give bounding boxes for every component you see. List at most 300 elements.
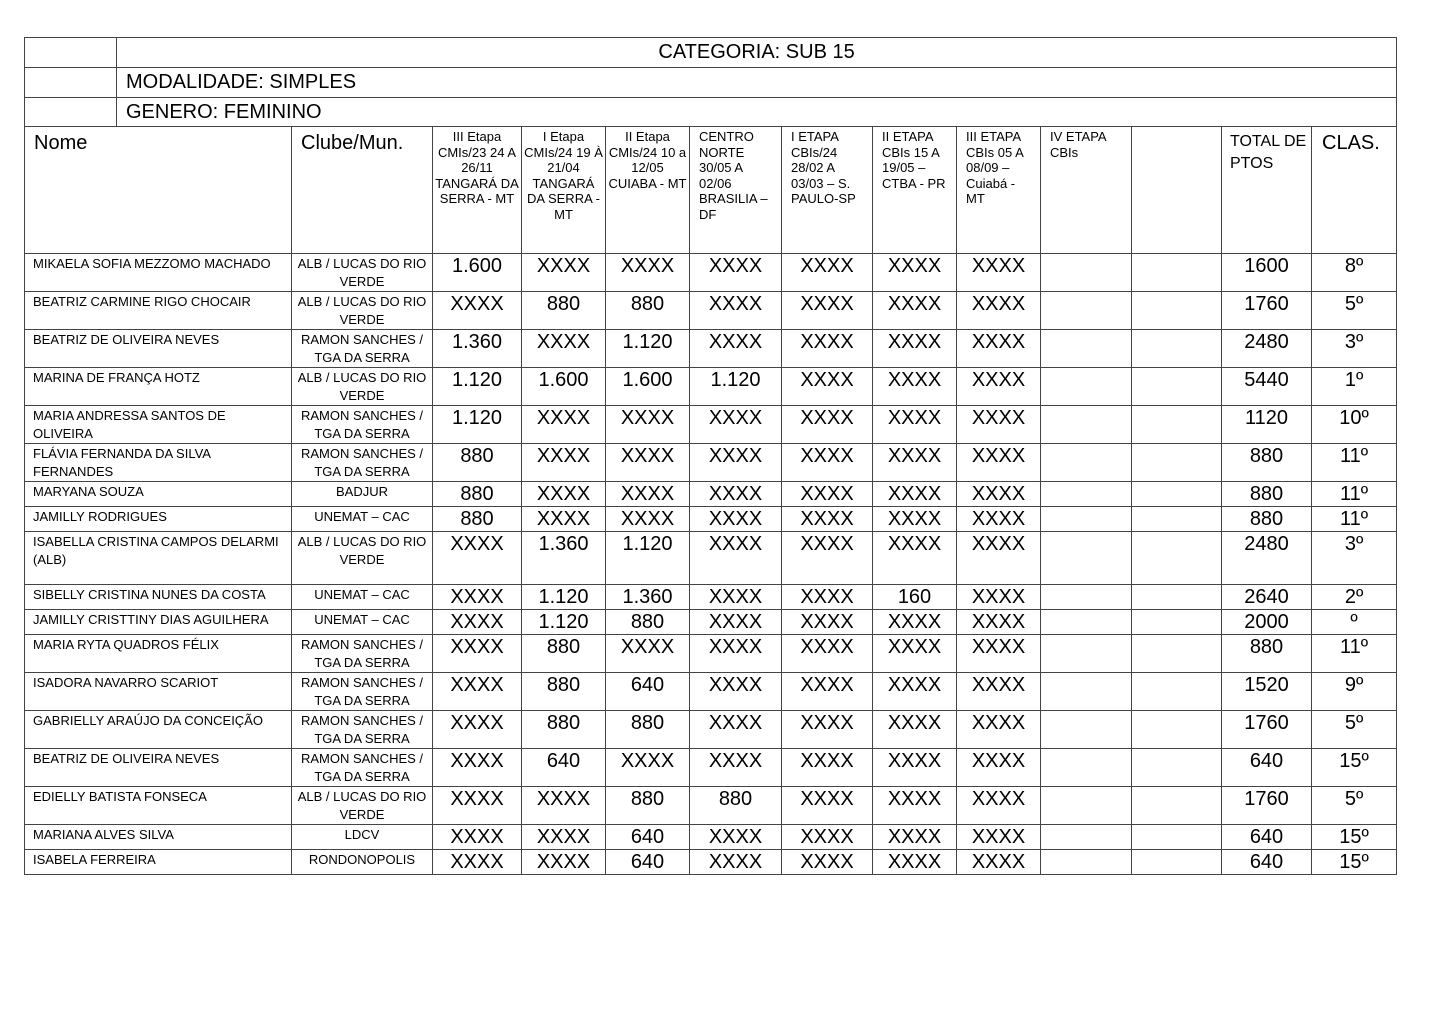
club-cell — [292, 585, 433, 610]
athlete-name: FLÁVIA FERNANDA DA SILVA FERNANDES — [33, 446, 211, 479]
classification-cell — [1312, 507, 1397, 532]
etapa-points-cell — [957, 406, 1041, 444]
etapa-points-cell — [690, 482, 782, 507]
etapa-points-cell — [957, 673, 1041, 711]
etapa-points: XXXX — [800, 851, 854, 873]
etapa-points-cell — [1132, 787, 1222, 825]
etapa-points-cell — [957, 585, 1041, 610]
etapa-points: XXXX — [800, 611, 854, 633]
clube-header-label: Clube/Mun. — [301, 132, 404, 154]
total-points: 2000 — [1244, 611, 1289, 633]
total-points-cell — [1222, 635, 1312, 673]
classification: 15º — [1339, 750, 1369, 772]
etapa-points: XXXX — [971, 674, 1026, 696]
etapa-points-cell — [690, 444, 782, 482]
etapa-points: 640 — [630, 674, 665, 696]
etapa-points: XXXX — [800, 826, 854, 848]
etapa-points-cell — [522, 825, 606, 850]
total-points-cell — [1222, 711, 1312, 749]
etapa-points-cell — [606, 850, 690, 875]
etapa-points: XXXX — [800, 750, 854, 772]
club-name: ALB / LUCAS DO RIO VERDE — [297, 789, 427, 822]
column-header-etapa-1 — [433, 127, 522, 254]
etapa-points-cell — [1041, 749, 1132, 787]
etapa-points: XXXX — [536, 445, 591, 467]
classification-cell — [1312, 482, 1397, 507]
total-points-cell — [1222, 482, 1312, 507]
etapa-points-cell — [606, 292, 690, 330]
etapa-points-cell — [606, 711, 690, 749]
classification: 2º — [1344, 586, 1364, 608]
header-row-categoria — [25, 38, 1397, 68]
etapa-points: XXXX — [620, 407, 675, 429]
etapa-points: 880 — [460, 445, 494, 467]
etapa-points-cell — [1041, 585, 1132, 610]
club-cell — [292, 532, 433, 585]
athlete-name-cell — [25, 532, 292, 585]
etapa-points: XXXX — [708, 445, 763, 467]
club-name: RAMON SANCHES / TGA DA SERRA — [300, 446, 424, 479]
etapa-points: XXXX — [800, 508, 854, 530]
etapa-points: XXXX — [708, 586, 763, 608]
club-cell — [292, 406, 433, 444]
etapa-points-cell — [1041, 787, 1132, 825]
etapa-points-cell — [1041, 254, 1132, 292]
classification-cell — [1312, 635, 1397, 673]
etapa-points-cell — [782, 532, 873, 585]
classification: 11º — [1340, 483, 1369, 505]
table-row — [25, 254, 1397, 292]
etapa-points: XXXX — [800, 255, 854, 277]
etapa-points-cell — [606, 368, 690, 406]
etapa-points-cell — [1132, 330, 1222, 368]
etapa-points: XXXX — [450, 750, 504, 772]
club-name: RAMON SANCHES / TGA DA SERRA — [300, 637, 424, 670]
etapa-points: XXXX — [971, 788, 1026, 810]
table-row — [25, 330, 1397, 368]
modalidade-cell — [117, 68, 1397, 98]
column-header-etapa-2 — [522, 127, 606, 254]
etapa-points: 1.600 — [451, 255, 503, 277]
etapa-points-cell — [782, 330, 873, 368]
header-row-genero — [25, 98, 1397, 127]
etapa-points: XXXX — [800, 445, 854, 467]
etapa-header-label: III ETAPA CBIs 05 A 08/09 – Cuiabá - MT — [966, 129, 1024, 206]
club-name: RAMON SANCHES / TGA DA SERRA — [300, 675, 424, 708]
etapa-points: XXXX — [536, 508, 591, 530]
etapa-points-cell — [433, 406, 522, 444]
etapa-points: XXXX — [971, 293, 1026, 315]
etapa-points: XXXX — [708, 508, 763, 530]
table-row — [25, 444, 1397, 482]
etapa-points: XXXX — [800, 674, 854, 696]
athlete-name: SIBELLY CRISTINA NUNES DA COSTA — [33, 587, 266, 602]
total-points: 640 — [1249, 750, 1284, 772]
etapa-points-cell — [873, 673, 957, 711]
classification: 5º — [1344, 712, 1364, 734]
etapa-points-cell — [957, 850, 1041, 875]
etapa-points: XXXX — [800, 407, 854, 429]
etapa-points-cell — [1041, 825, 1132, 850]
total-points-cell — [1222, 330, 1312, 368]
etapa-points: XXXX — [800, 483, 854, 505]
etapa-points: XXXX — [887, 293, 942, 315]
etapa-points-cell — [873, 444, 957, 482]
etapa-points: XXXX — [971, 712, 1026, 734]
athlete-name: MARYANA SOUZA — [33, 484, 144, 499]
etapa-points: XXXX — [708, 533, 763, 555]
etapa-points-cell — [1041, 444, 1132, 482]
etapa-points: XXXX — [971, 586, 1026, 608]
etapa-points: 1.600 — [622, 369, 673, 391]
table-row — [25, 482, 1397, 507]
etapa-points: XXXX — [887, 407, 942, 429]
total-points-cell — [1222, 787, 1312, 825]
etapa-points: XXXX — [450, 826, 504, 848]
etapa-points-cell — [873, 850, 957, 875]
etapa-points-cell — [957, 482, 1041, 507]
athlete-name-cell — [25, 330, 292, 368]
etapa-points-cell — [522, 507, 606, 532]
athlete-name: GABRIELLY ARAÚJO DA CONCEIÇÃO — [33, 713, 263, 728]
etapa-points-cell — [957, 635, 1041, 673]
etapa-points-cell — [606, 532, 690, 585]
etapa-points-cell — [690, 254, 782, 292]
etapa-points-cell — [1132, 711, 1222, 749]
total-points: 5440 — [1244, 369, 1289, 391]
etapa-points-cell — [433, 254, 522, 292]
etapa-points-cell — [433, 749, 522, 787]
total-points: 2480 — [1244, 533, 1289, 555]
etapa-points-cell — [690, 532, 782, 585]
column-header-etapa-3 — [606, 127, 690, 254]
etapa-points: XXXX — [887, 826, 942, 848]
etapa-points-cell — [873, 292, 957, 330]
etapa-header-label — [1132, 127, 1221, 129]
etapa-points-cell — [957, 444, 1041, 482]
etapa-points-cell — [873, 368, 957, 406]
etapa-points-cell — [690, 406, 782, 444]
etapa-points: XXXX — [536, 407, 591, 429]
table-row — [25, 673, 1397, 711]
etapa-points-cell — [690, 850, 782, 875]
total-points: 880 — [1249, 483, 1284, 505]
total-points: 640 — [1249, 826, 1284, 848]
etapa-header-label: II Etapa CMIs/24 10 a 12/05 CUIABA - MT — [608, 129, 687, 191]
club-cell — [292, 444, 433, 482]
classification-cell — [1312, 850, 1397, 875]
etapa-points-cell — [873, 507, 957, 532]
club-cell — [292, 673, 433, 711]
header-row-modalidade — [25, 68, 1397, 98]
etapa-points-cell — [433, 635, 522, 673]
etapa-points-cell — [690, 507, 782, 532]
etapa-points-cell — [873, 532, 957, 585]
etapa-points: XXXX — [887, 483, 942, 505]
etapa-points: 880 — [546, 712, 581, 734]
etapa-points: 1.360 — [538, 533, 589, 555]
classification-cell — [1312, 330, 1397, 368]
etapa-points-cell — [873, 406, 957, 444]
etapa-points-cell — [606, 825, 690, 850]
etapa-points: 880 — [630, 293, 665, 315]
etapa-points: XXXX — [450, 533, 504, 555]
total-points: 880 — [1249, 445, 1284, 467]
etapa-points: XXXX — [620, 445, 675, 467]
etapa-points: XXXX — [887, 369, 942, 391]
column-header-total — [1222, 127, 1312, 254]
etapa-points-cell — [433, 673, 522, 711]
etapa-points: XXXX — [708, 712, 763, 734]
etapa-header-label: III Etapa CMIs/23 24 A 26/11 TANGARÁ DA SERRA - MT — [435, 129, 519, 206]
etapa-points-cell — [522, 406, 606, 444]
etapa-points-cell — [433, 610, 522, 635]
etapa-points-cell — [433, 330, 522, 368]
etapa-points-cell — [606, 610, 690, 635]
etapa-points-cell — [606, 444, 690, 482]
classification: 15º — [1339, 826, 1369, 848]
athlete-name-cell — [25, 507, 292, 532]
table-row — [25, 292, 1397, 330]
etapa-points: XXXX — [971, 369, 1026, 391]
classification-cell — [1312, 406, 1397, 444]
total-points: 1600 — [1244, 255, 1289, 277]
total-points: 1760 — [1244, 293, 1289, 315]
etapa-points: XXXX — [800, 712, 854, 734]
classification-cell — [1312, 673, 1397, 711]
etapa-header-label: II ETAPA CBIs 15 A 19/05 – CTBA - PR — [882, 129, 946, 191]
etapa-points: XXXX — [971, 331, 1026, 353]
table-row — [25, 507, 1397, 532]
total-points: 880 — [1249, 508, 1284, 530]
etapa-points-cell — [873, 585, 957, 610]
etapa-points-cell — [606, 330, 690, 368]
nome-header-label: Nome — [34, 132, 88, 154]
etapa-points-cell — [522, 532, 606, 585]
athlete-name-cell — [25, 368, 292, 406]
etapa-points: 880 — [546, 293, 581, 315]
etapa-points-cell — [522, 368, 606, 406]
etapa-points: XXXX — [800, 293, 854, 315]
etapa-points-cell — [782, 635, 873, 673]
etapa-points-cell — [433, 711, 522, 749]
etapa-points: XXXX — [887, 533, 942, 555]
athlete-name-cell — [25, 292, 292, 330]
etapa-points: 1.120 — [622, 533, 673, 555]
athlete-name: ISABELLA CRISTINA CAMPOS DELARMI (ALB) — [33, 534, 279, 567]
table-row — [25, 825, 1397, 850]
classification: 15º — [1339, 851, 1369, 873]
etapa-points: 640 — [630, 851, 665, 873]
classification-cell — [1312, 825, 1397, 850]
etapa-points-cell — [957, 330, 1041, 368]
club-name: ALB / LUCAS DO RIO VERDE — [297, 256, 427, 289]
athlete-name-cell — [25, 825, 292, 850]
etapa-points-cell — [1132, 532, 1222, 585]
athlete-name-cell — [25, 444, 292, 482]
etapa-points-cell — [782, 292, 873, 330]
classification: 11º — [1340, 636, 1369, 658]
club-cell — [292, 254, 433, 292]
etapa-points: 880 — [718, 788, 753, 810]
etapa-points-cell — [606, 749, 690, 787]
etapa-points-cell — [782, 406, 873, 444]
etapa-points-cell — [522, 444, 606, 482]
etapa-points-cell — [606, 254, 690, 292]
athlete-name: MIKAELA SOFIA MEZZOMO MACHADO — [33, 256, 271, 271]
club-cell — [292, 850, 433, 875]
etapa-points-cell — [606, 787, 690, 825]
etapa-points-cell — [873, 254, 957, 292]
etapa-points-cell — [433, 482, 522, 507]
etapa-points-cell — [606, 635, 690, 673]
athlete-name: BEATRIZ DE OLIVEIRA NEVES — [33, 751, 220, 766]
athlete-name: MARINA DE FRANÇA HOTZ — [33, 370, 200, 385]
etapa-points: XXXX — [620, 508, 675, 530]
etapa-points-cell — [606, 482, 690, 507]
club-name: LDCV — [344, 827, 380, 842]
table-row — [25, 368, 1397, 406]
total-points: 880 — [1249, 636, 1284, 658]
etapa-points: XXXX — [708, 293, 763, 315]
classification-cell — [1312, 787, 1397, 825]
etapa-points-cell — [433, 787, 522, 825]
athlete-name-cell — [25, 749, 292, 787]
etapa-points-cell — [1132, 444, 1222, 482]
athlete-name: ISABELA FERREIRA — [33, 852, 156, 867]
column-header-etapa-5 — [782, 127, 873, 254]
etapa-points: XXXX — [971, 255, 1026, 277]
etapa-points-cell — [690, 585, 782, 610]
etapa-points-cell — [522, 749, 606, 787]
header-blank-cell — [25, 38, 117, 68]
total-points-cell — [1222, 850, 1312, 875]
etapa-points-cell — [782, 711, 873, 749]
total-points-cell — [1222, 444, 1312, 482]
etapa-points: XXXX — [708, 483, 763, 505]
athlete-name-cell — [25, 635, 292, 673]
etapa-points: XXXX — [708, 851, 763, 873]
athlete-name: ISADORA NAVARRO SCARIOT — [33, 675, 219, 690]
athlete-name: MARIA ANDRESSA SANTOS DE OLIVEIRA — [33, 408, 226, 441]
total-points-cell — [1222, 585, 1312, 610]
athlete-name: EDIELLY BATISTA FONSECA — [33, 789, 207, 804]
club-name: RAMON SANCHES / TGA DA SERRA — [300, 713, 424, 746]
clas-header-label: CLAS. — [1322, 132, 1380, 154]
classification: 1º — [1344, 369, 1364, 391]
etapa-points: 880 — [630, 712, 665, 734]
etapa-points-cell — [1041, 850, 1132, 875]
etapa-points: XXXX — [887, 750, 942, 772]
categoria-label: CATEGORIA: SUB 15 — [658, 41, 855, 63]
etapa-points-cell — [433, 532, 522, 585]
etapa-points-cell — [606, 406, 690, 444]
etapa-points: XXXX — [887, 331, 942, 353]
etapa-points: XXXX — [536, 788, 591, 810]
etapa-points-cell — [957, 787, 1041, 825]
etapa-points-cell — [957, 532, 1041, 585]
etapa-points-cell — [957, 749, 1041, 787]
etapa-header-label: I ETAPA CBIs/24 28/02 A 03/03 – S. PAULO-SP — [791, 129, 856, 206]
club-cell — [292, 825, 433, 850]
etapa-points: XXXX — [708, 407, 763, 429]
etapa-points-cell — [690, 825, 782, 850]
etapa-points: XXXX — [450, 712, 504, 734]
table-row — [25, 610, 1397, 635]
etapa-points: XXXX — [708, 674, 763, 696]
etapa-points-cell — [433, 850, 522, 875]
etapa-points: XXXX — [800, 331, 854, 353]
etapa-points: 880 — [630, 611, 665, 633]
athlete-name: JAMILLY CRISTTINY DIAS AGUILHERA — [33, 612, 269, 627]
etapa-points: XXXX — [887, 712, 942, 734]
etapa-points-cell — [782, 610, 873, 635]
athlete-name-cell — [25, 482, 292, 507]
etapa-points-cell — [433, 368, 522, 406]
classification: 11º — [1340, 508, 1369, 530]
athlete-name-cell — [25, 585, 292, 610]
etapa-points-cell — [782, 482, 873, 507]
etapa-points: XXXX — [620, 483, 675, 505]
classification-cell — [1312, 444, 1397, 482]
etapa-points: XXXX — [971, 508, 1026, 530]
etapa-points-cell — [873, 749, 957, 787]
total-points-cell — [1222, 254, 1312, 292]
etapa-points: 1.600 — [538, 369, 589, 391]
etapa-points: XXXX — [971, 445, 1026, 467]
header-blank-cell — [25, 68, 117, 98]
etapa-points-cell — [782, 254, 873, 292]
etapa-points-cell — [1132, 406, 1222, 444]
column-header-clas — [1312, 127, 1397, 254]
classification: º — [1350, 611, 1358, 633]
total-points-cell — [1222, 368, 1312, 406]
etapa-points: XXXX — [887, 788, 942, 810]
etapa-points: XXXX — [450, 788, 504, 810]
etapa-points-cell — [957, 825, 1041, 850]
etapa-points: XXXX — [800, 788, 854, 810]
ranking-table — [24, 37, 1397, 875]
etapa-points: 1.120 — [710, 369, 761, 391]
etapa-points: XXXX — [536, 826, 591, 848]
etapa-points-cell — [522, 610, 606, 635]
etapa-points-cell — [1041, 673, 1132, 711]
etapa-points-cell — [1132, 482, 1222, 507]
etapa-points-cell — [522, 673, 606, 711]
table-row — [25, 532, 1397, 585]
etapa-points-cell — [782, 825, 873, 850]
total-points-cell — [1222, 673, 1312, 711]
etapa-points: XXXX — [708, 255, 763, 277]
column-header-etapa-9 — [1132, 127, 1222, 254]
etapa-points: 880 — [630, 788, 665, 810]
etapa-points: 880 — [546, 674, 581, 696]
etapa-points: XXXX — [887, 508, 942, 530]
table-row — [25, 585, 1397, 610]
classification: 5º — [1344, 788, 1364, 810]
etapa-points-cell — [606, 507, 690, 532]
etapa-points-cell — [522, 482, 606, 507]
etapa-points-cell — [522, 292, 606, 330]
etapa-points: XXXX — [536, 331, 591, 353]
total-points-cell — [1222, 292, 1312, 330]
total-points-cell — [1222, 749, 1312, 787]
etapa-points: XXXX — [450, 636, 504, 658]
classification-cell — [1312, 749, 1397, 787]
club-cell — [292, 368, 433, 406]
club-name: ALB / LUCAS DO RIO VERDE — [297, 294, 427, 327]
table-row — [25, 749, 1397, 787]
